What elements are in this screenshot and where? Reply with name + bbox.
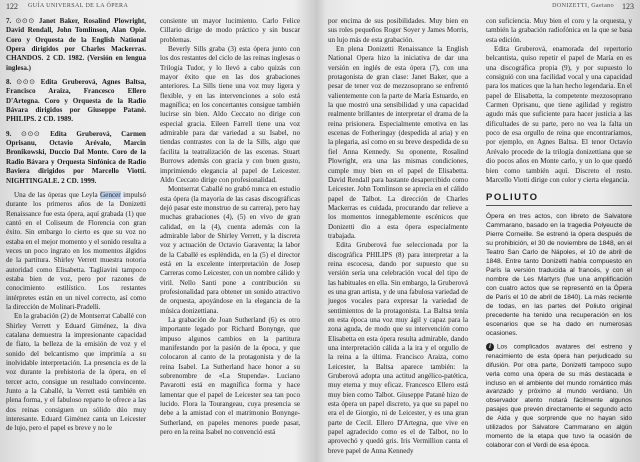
body-paragraph: Edita Gruberová, enamorada del repertorio belcantista, quiso repetir el papel de María en es una discográfica propia (9), y por supuesto lo consiguió con una facilidad vocal y una capacidad para los matices que la han hecho legendaria. En el papel de Elisabetta, la competente mezzosoprano Carmen Oprisanu, que tiene agilidad y registro agudo más que suficiente para hacer justicia a las dificultades de su parte, pero no vea la falta un poco de esa orgullo de reina que encontraríamos, por ejemplo, en Agnes Baltsa. El tenor Octavio Arévalo procede de la trilogía donizettiana que se dio pocos años en Monte carlo, y un lo que quedó bien como también aquí. Discreto el resto. Marcello Viotti dirige con color y cierta elegancia. <box>486 45 632 184</box>
body-paragraph: Montserrat Caballé no grabó nunca en estudio esta ópera (la mayoría de las casas discográficas dejó pasar este monstruo de su carrera), pero hay muchas grabaciones (4), (5) en vivo de gran calidad, en la (4), cuenta además con la admirable labor de Shirley Verrett, y la discreta voz y actuación de Octavio Garaventa; la labor de la Caballé es espléndida, en la (5) el director está en la excelente interpretación de Josep Carreras como Leicester, con un nombre cálido y viril. Nello Santi pone a contribución su profesionalidad para obtener un sonido atractivo de orquesta, apoyándose en la elegancia de la música donizettiana. <box>160 185 300 315</box>
note-box <box>486 343 632 451</box>
running-head: GUÍA UNIVERSAL DE LA ÓPERA <box>28 3 129 9</box>
rating-icon: ⊙⊙⊙ <box>15 17 35 25</box>
body-paragraph: Beverly Sills graba (3) esta ópera junto con los dos restantes del ciclo de las reinas inglesas o Trilogía Tudor, y lo llevó a cabo quizás con mayor éxito que en las dos grabaciones anteriores. La Sills tiene una voz muy ligera y flexible, y en las intervenciones a solo está magnífica; en los concertantes consigue también lucirse sin bien. Aldo Ceccato no dirige con especial gracia. Eileen Farrell tiene una voz admirable para dar variedad a su Isabel, no tiendas contrastes con la de la Sills, algo que facilita la teatralización de las escenas. Stuart Burrows además con gracia y con buen gusto, imprimiendo elegancia al papel de Leicester. Aldo Ceccato dirige con profesionalidad. <box>160 45 300 184</box>
recording-entry-7: 7. ⊙⊙⊙ Janet Baker, Rosalind Plowright, David Rendall, John Tomlinson, Alan Opie. Coro y Orquesta de la English National Opera dirigidos por Charles Mackerras. CHANDOS. 2 CD. 1982. (Versión en lengua inglesa.) <box>6 17 146 72</box>
body-paragraph: por encima de sus posibilidades. Muy bien en sus roles pequeños Roger Soyer y James Morris, un lujo más de esta grabación. <box>328 17 468 44</box>
page-number: 123 <box>622 2 634 11</box>
page-number: 122 <box>6 2 18 11</box>
body-paragraph: En plena Donizetti Renaissance la English National Opera hizo la iniciativa de dar una versión en inglés de esta ópera (7), con una protagonista de gran clase: Janet Baker, que a pesar de tener voz de mezzosoprano se enfrentó valientemente con la parte de María Estuardo, en la que mostró una sensibilidad y una capacidad realmente brillantes de interpretar el drama de la reina prisionera. Especialmente emotiva en las escenas de Fotheringay (despedida al aria) y en la plegaria, así como en su breve despedida de su fiel Anna Kennedy. Su oponente, Rosalind Plowright, era una las mismas condiciones, cumple muy bien en el papel de Elisabetta. David Rendall para bastante desapercibido como Leicester. John Tomlinson se aprecia en el cálido papel de Talbot. La dirección de Charles Mackerras es cuidada, procurando dar relieve a los momentos innegablemente escénicos que Donizetti dio a esta ópera especialmente trabajada. <box>328 45 468 240</box>
left-page <box>0 0 318 462</box>
opera-summary: Ópera en tres actos, con libreto de Salvatore Cammarano, basado en la tragedia Polyeucte de Pierre Corneille. Se estrenó la ópera después de su prohibición, el 30 de noviembre de 1848, en el Teatro San Carlo de Nápoles, el 10 de abril de 1848. Entre tanto Donizetti había compuesto en París la versión traducida al francés, y con el nombre de Les Martyrs (fue una amplificación con cuatro actos que se representó en la Ópera de París el 10 de abril de 1840). La más reciente de todas, en las partes del Poliuto original precedente ha tenido una recuperación en los escenarios que se ha dado en numerosas ocasiones. <box>486 212 632 338</box>
body-paragraph: con suficiencia. Muy bien el coro y la orquesta, y también la grabación radiofónica en la que se basa esta edición. <box>486 17 632 44</box>
recording-entry-8: 8. ⊙⊙⊙ Edita Gruberová, Agnes Baltsa, Francisco Araiza, Francesco Ellero D'Artegna. Coro y Orquesta de la Radio Bávara dirigidos por Giuseppe Patanè. PHILIPS. 2 CD. 1989. <box>6 78 147 124</box>
rating-icon: ⊙⊙⊙ <box>21 129 41 138</box>
body-paragraph: consiente un mayor lucimiento. Carlo Felice Cillario dirige de modo práctico y sin buscar problemas. <box>160 17 300 44</box>
rating-icon: ⊙⊙⊙ <box>16 78 36 87</box>
left-column-2 <box>160 17 300 437</box>
body-paragraph: Una de las óperas que Leyla Gencer impulsó durante los primeros años de la Donizetti Renaissance fue esta ópera, aquí grabada (1) que cantó en el Coliseum de Florencia con gran éxito. Sin embargo lo cierto es que su voz no estaba en el mejor momento y el sonido resulta a veces un poco ingrato en los momentos álgidos de la partitura. Shirley Verrett muestra notoria autoridad como Elisabetta. Tagliavini tampoco estaba bien de voz, pero por razones de conocimiento estilístico. Los restantes intérpretes están en un nivel correcto, así como la dirección de Molinari-Pradelli. <box>6 190 146 311</box>
note-text: Los complicados avatares del estreno y renacimiento de esta ópera han perjudicado su difusión. Por otra parte, Donizetti tampoco supo verla como una ópera de su más destacada e incluso en el ambiente del mundo romántico más avanzado y próximo al mundo verdiano. Un observador atento notará fácilmente algunos pasajes que prevén directamente el segundo acto de Aida y que sorprende que no hayan sido utilizados por Salvatore Cammarano en algún momento de la etapa que tuvo la ocasión de colaborar con el Verdi de esa época. <box>486 343 632 449</box>
right-page <box>322 0 640 462</box>
body-paragraph: En la grabación (2) de Montserrat Caballé con Shirley Verrett y Eduard Giménez, la diva catalana demuestra la impresionante capacidad de fiato, la belleza de la emisión de voz y el sonido del belcantismo que imprimía a su inolvidable interpretación. La presencia es de la voz durante la prehistoria de la ópera, en el tercer acto, consigue un resultado convincente. Junto a la Caballé, la Verrett está también en plena forma, y el fabuloso reparto le ofrece a las dos reinas consiguen un sólido dúo muy interesante. Eduard Giménez canta un Leicester de lujo, pero el papel es breve y no le <box>6 312 146 433</box>
recording-entry-9: 9. ⊙⊙⊙ Edita Gruberová, Carmen Oprisanu, Octavio Arévalo, Marcin Bronikowski, Duccio Dal Monte. Coro de la Radio Bávara y Orquesta Sinfónica de Radio Baviera dirigidos por Marcello Viotti. NIGHTINGALE. 2 CD. 1999. <box>6 129 146 185</box>
body-paragraph: La grabación de Joan Sutherland (6) es otro importante legado por Richard Bonynge, que impuso algunos cambios en la partitura manifestando por la pasión de la época, y que colocaron al canto de la protagonista y de la reina Isabel. La Sutherland hace honor a su sobrenombre de «La Stupenda». Luciano Pavarotti está en magnífica forma y hace lamentar que el papel de Leicester sea tan poco lucido. Flora la Tourangeau, cuya presencia se debe a la amistad con el matrimonio Bonynge-Sutherland, en papeles menores puede pasar, pero en la reina Isabel no convenció está <box>160 316 300 437</box>
info-icon: i <box>486 343 494 351</box>
body-paragraph: Edita Gruberová fue seleccionada por la discográfica PHILIPS (8) para interpretar a la reina escocesa, dando por supuesto que su versión sería una celebración vocal del tipo de las habituales en ella. Sin embargo, la Gruberová es una gran artista, y de una fabulosa variedad de juegos vocales para expresar la variedad de sentimientos de la protagonista. La Baltsa tenía en esta época una voz muy ágil y capaz para la zona aguda, de modo que su intervención como Elisabetta en esta ópera resulta admirable, dando una interpretación cálida a la ira y el orgullo de la reina a la última. Francisco Araiza, como Leicester, la Baltsa aparece también: la Gruberová adopta una actitud angélico-patética, muy eterna y muy eficaz. Francesco Ellero está muy bien como Talbot. Giuseppe Patanè hizo de esta ópera un papel discreto, ya que su papel no era el de Giorgio, ni de Leicester, y es una gran parte de Cecil. Ellero D'Artegna, que vive en papel agradecido como es el de Talbot, no lo aprovechó y quedó gris. Iris Vermillion canta el breve papel de Anna Kennedy <box>328 241 468 455</box>
highlighted-word[interactable]: Gencer <box>100 190 121 199</box>
right-column-2 <box>486 17 632 451</box>
right-column-1 <box>328 17 468 456</box>
running-head: DONIZETTI, Gaetano <box>552 3 614 9</box>
section-title: POLIUTO <box>486 193 632 205</box>
left-column-1 <box>6 17 146 434</box>
